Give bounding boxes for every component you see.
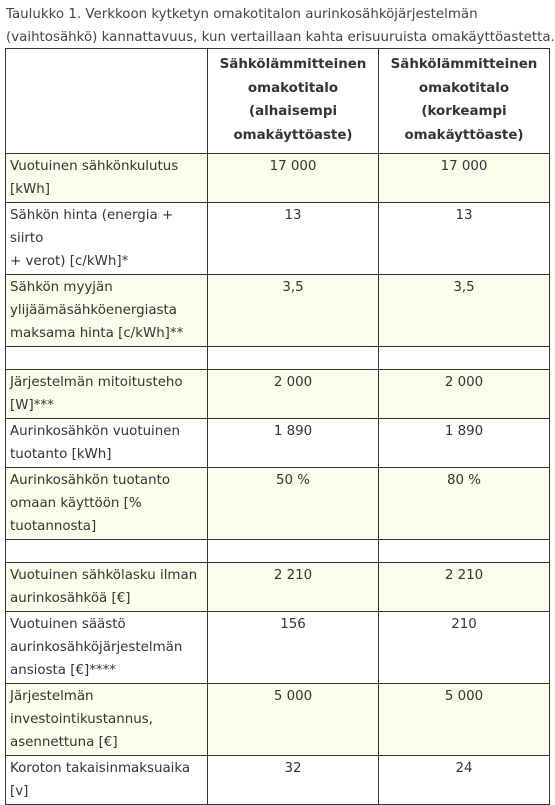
table-row [6,154,550,203]
caption-line-1: Taulukko 1. Verkkoon kytketyn omakotitalon aurinkosähköjärjestelmän [6,7,478,22]
solar-profitability-table [5,48,550,805]
caption-line-2: (vaihtosähkö) kannattavuus, kun vertaillaan kahta erisuuruista omakäyttöastetta. [6,29,555,45]
table-caption [6,4,555,49]
table-row [6,370,550,419]
row-label: Vuotuinen sähkönkulutus [kWh] [6,154,208,203]
value-high: 80 % [379,468,550,540]
value-low: 5 000 [208,684,379,756]
value-low: 1 890 [208,419,379,468]
table-row [6,684,550,756]
value-high: 210 [379,612,550,684]
value-low: 13 [208,203,379,275]
value-high: 1 890 [379,419,550,468]
row-label: Vuotuinen säästö aurinkosähköjärjestelmän ansiosta [€]**** [6,612,208,684]
value-high: 2 210 [379,563,550,612]
row-label: Aurinkosähkön tuotanto omaan käyttöön [% tuotannosta] [6,468,208,540]
value-high: 13 [379,203,550,275]
value-low: 2 000 [208,370,379,419]
value-low: 32 [208,756,379,805]
table-row [6,563,550,612]
table-row [6,203,550,275]
row-label: Koroton takaisinmaksuaika [v] [6,756,208,805]
row-label: Vuotuinen sähkölasku ilman aurinkosähköä [€] [6,563,208,612]
table-row [6,468,550,540]
row-label: Sähkön myyjän ylijäämäsähköenergiasta maksama hinta [c/kWh]** [6,275,208,347]
value-low: 156 [208,612,379,684]
table-row [6,275,550,347]
value-high: 24 [379,756,550,805]
row-label: Järjestelmän investointikustannus, asennettuna [€] [6,684,208,756]
header-empty-cell [6,49,208,154]
value-high: 3,5 [379,275,550,347]
table-row [6,419,550,468]
value-low: 50 % [208,468,379,540]
value-high: 2 000 [379,370,550,419]
spacer-row [6,540,550,563]
value-high: 17 000 [379,154,550,203]
header-row [6,49,550,154]
table-row [6,612,550,684]
header-high-self-use: Sähkölämmitteinen omakotitalo (korkeampi omakäyttöaste) [379,49,550,154]
value-low: 2 210 [208,563,379,612]
row-label: Järjestelmän mitoitusteho [W]*** [6,370,208,419]
value-high: 5 000 [379,684,550,756]
header-low-self-use: Sähkölämmitteinen omakotitalo (alhaisempi omakäyttöaste) [208,49,379,154]
row-label: Aurinkosähkön vuotuinen tuotanto [kWh] [6,419,208,468]
table-row [6,756,550,805]
spacer-row [6,347,550,370]
value-low: 17 000 [208,154,379,203]
row-label: Sähkön hinta (energia + siirto + verot) [c/kWh]* [6,203,208,275]
value-low: 3,5 [208,275,379,347]
